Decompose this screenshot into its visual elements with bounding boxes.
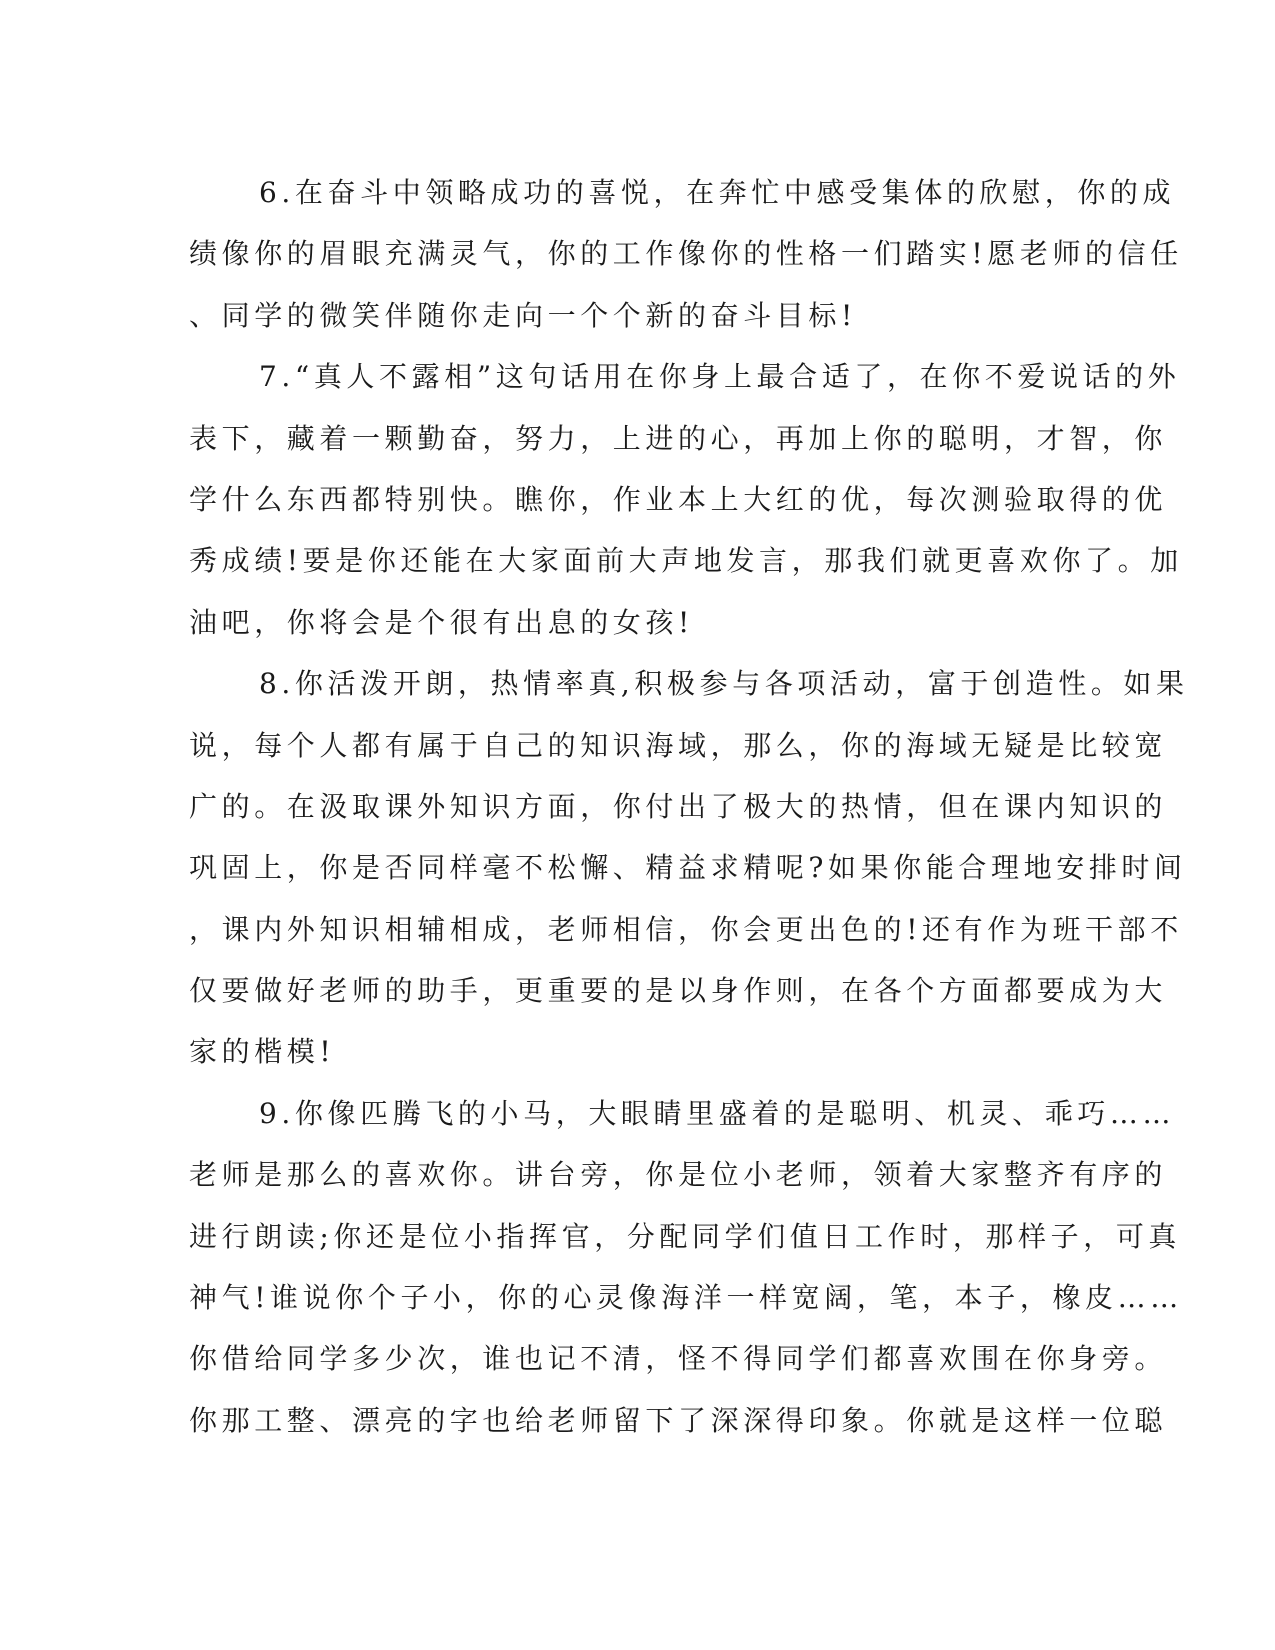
paragraph-line: 老师是那么的喜欢你。讲台旁，你是位小老师，领着大家整齐有序的 <box>189 1158 1168 1192</box>
paragraph-line: 广的。在汲取课外知识方面，你付出了极大的热情，但在课内知识的 <box>189 789 1168 823</box>
paragraph-line: 仅要做好老师的助手，更重要的是以身作则，在各个方面都要成为大 <box>189 974 1168 1008</box>
paragraph-line: 家的楷模! <box>189 1035 336 1069</box>
document-body <box>189 162 1189 1451</box>
paragraph-line: 油吧，你将会是个很有出息的女孩! <box>189 605 694 639</box>
paragraph-line: 绩像你的眉眼充满灵气，你的工作像你的性格一们踏实!愿老师的信任 <box>189 237 1183 271</box>
paragraph-line: 神气!谁说你个子小，你的心灵像海洋一样宽阔，笔，本子，橡皮…… <box>189 1281 1183 1315</box>
paragraph-8 <box>189 653 1189 1083</box>
paragraph-line: 学什么东西都特别快。瞧你，作业本上大红的优，每次测验取得的优 <box>189 482 1168 516</box>
paragraph-line: 8.你活泼开朗，热情率真,积极参与各项活动，富于创造性。如果 <box>259 667 1189 701</box>
paragraph-6 <box>189 162 1183 346</box>
paragraph-line: 、同学的微笑伴随你走向一个个新的奋斗目标! <box>189 298 857 332</box>
paragraph-line: 你那工整、漂亮的字也给老师留下了深深得印象。你就是这样一位聪 <box>189 1403 1168 1437</box>
paragraph-line: 你借给同学多少次，谁也记不清，怪不得同学们都喜欢围在你身旁。 <box>189 1342 1168 1376</box>
paragraph-line: 说，每个人都有属于自己的知识海域，那么，你的海域无疑是比较宽 <box>189 728 1168 762</box>
paragraph-line: ，课内外知识相辅相成，老师相信，你会更出色的!还有作为班干部不 <box>189 912 1183 946</box>
paragraph-line: 6.在奋斗中领略成功的喜悦，在奔忙中感受集体的欣慰，你的成 <box>259 176 1176 209</box>
paragraph-line: 秀成绩!要是你还能在大家面前大声地发言，那我们就更喜欢你了。加 <box>189 544 1183 578</box>
paragraph-line: 9.你像匹腾飞的小马，大眼睛里盛着的是聪明、机灵、乖巧…… <box>259 1096 1176 1130</box>
paragraph-7 <box>189 346 1183 653</box>
paragraph-line: 巩固上，你是否同样毫不松懈、精益求精呢?如果你能合理地安排时间 <box>189 851 1187 885</box>
paragraph-line: 7.“真人不露相”这句话用在你身上最合适了，在你不爱说话的外 <box>259 360 1181 394</box>
paragraph-line: 进行朗读;你还是位小指挥官，分配同学们值日工作时，那样子，可真 <box>189 1219 1182 1253</box>
paragraph-line: 表下，藏着一颗勤奋，努力，上进的心，再加上你的聪明，才智，你 <box>189 421 1168 455</box>
paragraph-9 <box>189 1083 1183 1451</box>
